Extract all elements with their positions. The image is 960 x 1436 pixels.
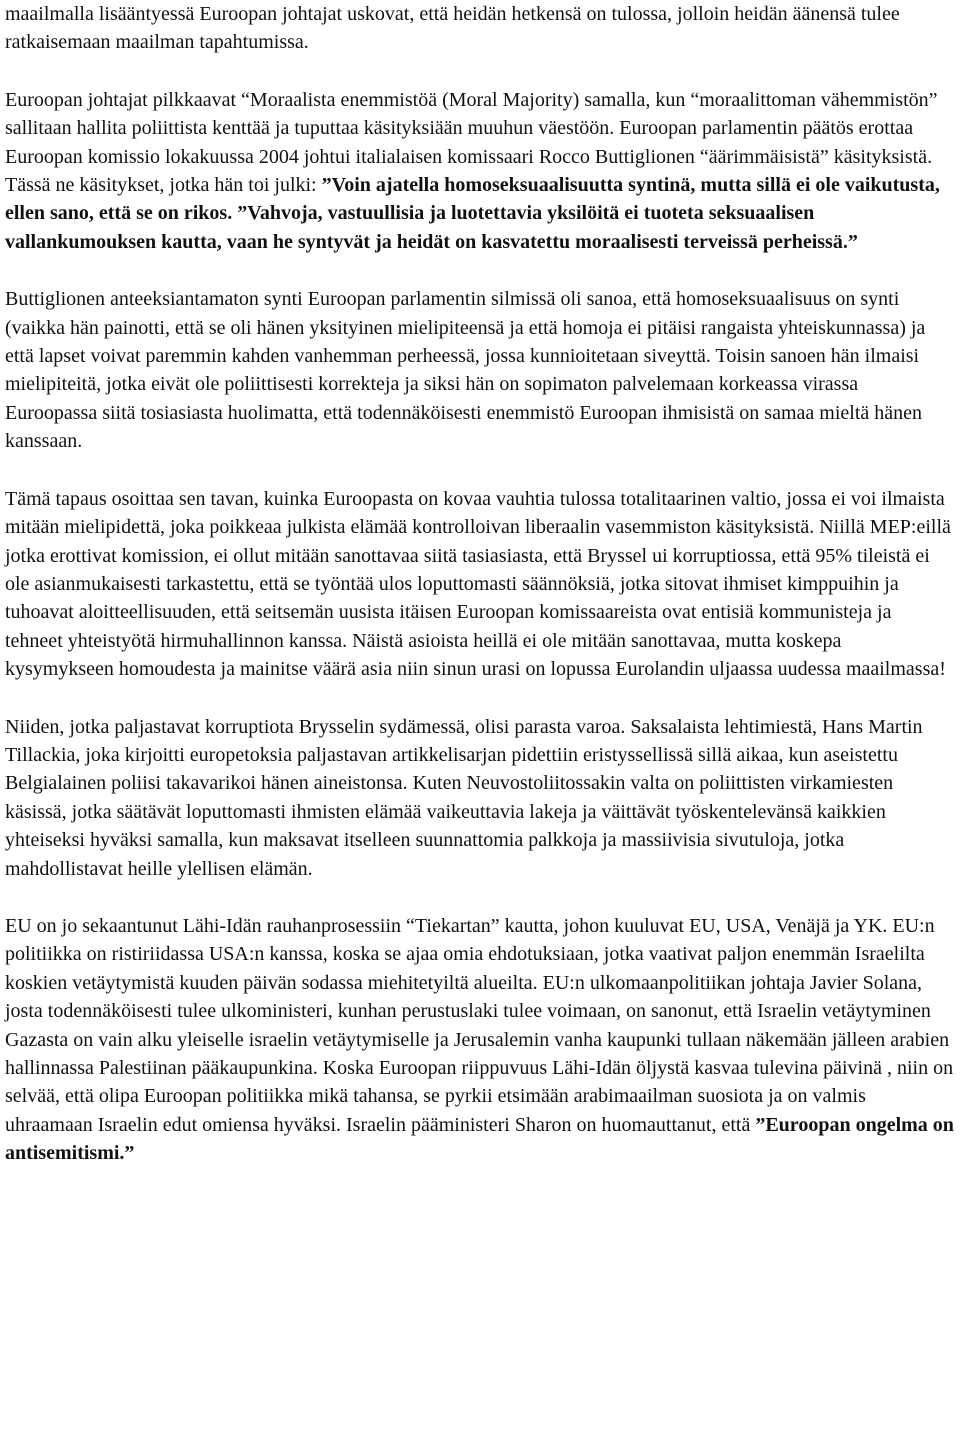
- paragraph-gap: [5, 57, 954, 86]
- paragraph-1: [5, 0, 954, 57]
- paragraph-gap: [5, 684, 954, 713]
- paragraph-3: [5, 285, 954, 455]
- paragraph-6-text: EU on jo sekaantunut Lähi-Idän rauhanprosessiin “Tiekartan” kautta, johon kuuluvat EU, USA, Venäjä ja YK. EU:n politiikka on ristiriidassa USA:n kanssa, koska se ajaa omia ehdotuksiaan, jotka vaativat paljon enemmän Israelilta koskien vetäytymistä kuuden päivän sodassa miehitetyiltä alueilta. EU:n ulkomaanpolitiikan johtaja Javier Solana, josta todennäköisesti tulee ulkoministeri, kunhan perustuslaki tulee voimaan, on sanonut, että Israelin vetäytyminen Gazasta on vain alku yleiselle israelin vetäytymiselle ja Jerusalemin vanha kaupunki tullaan näkemään jälleen arabien hallinnassa Palestiinan pääkaupunkina. Koska Euroopan riippuvuus Lähi-Idän öljystä kasvaa tulevina päivinä , niin on selvää, että olipa Euroopan politiikka mikä tahansa, se pyrkii etsimään arabimaailman suosiota ja on valmis uhraamaan Israelin edut omiensa hyväksi. Israelin pääministeri Sharon on huomauttanut, että: [5, 914, 954, 1136]
- paragraph-gap: [5, 883, 954, 912]
- paragraph-6: [5, 912, 954, 1168]
- paragraph-5-text: Niiden, jotka paljastavat korruptiota Brysselin sydämessä, olisi parasta varoa. Saksalaista lehtimiestä, Hans Martin Tillackia, joka kirjoitti europetoksia paljastavan artikkelisarjan pidettiin eristyssellissä sillä aikaa, kun aseistettu Belgialainen poliisi takavarikoi hänen aineistonsa. Kuten Neuvostoliitossakin valta on poliittisten virkamiesten käsissä, jotka säätävät loputtomasti ihmisten elämää vaikeuttavia lakeja ja väittävät työskentelevänsä kaikkien yhteiseksi hyväksi samalla, kun maksavat itselleen suunnattomia palkkoja ja massiivisia sivutuloja, jotka mahdollistavat heille ylellisen elämän.: [5, 715, 923, 880]
- paragraph-1-text: maailmalla lisääntyessä Euroopan johtajat uskovat, että heidän hetkensä on tulossa, jolloin heidän äänensä tulee ratkaisemaan maailman tapahtumissa.: [5, 3, 900, 54]
- paragraph-gap: [5, 256, 954, 285]
- paragraph-2-text: Euroopan johtajat pilkkaavat “Moraalista enemmistöä (Moral Majority) samalla, kun “moraalittoman vähemmistön” sallitaan hallita poliittista kenttää ja tuputtaa käsityksiään muuhun väestöön. Euroopan parlamentin päätös erottaa Euroopan komissio lokakuussa 2004 johtui italialaisen komissaari Rocco Buttiglionen “äärimmäisistä” käsityksistä. Tässä ne käsitykset, jotka hän toi julki:: [5, 88, 938, 197]
- paragraph-4: [5, 485, 954, 684]
- paragraph-gap: [5, 456, 954, 485]
- paragraph-3-text: Buttiglionen anteeksiantamaton synti Euroopan parlamentin silmissä oli sanoa, että homoseksuaalisuus on synti (vaikka hän painotti, että se oli hänen yksityinen mielipiteensä ja että homoja ei pitäisi rangaista yhteiskunnassa) ja että lapset voivat paremmin kahden vanhemman perheessä, jossa kunnioitetaan siveyttä. Toisin sanoen hän ilmaisi mielipiteitä, jotka eivät ole poliittisesti korrekteja ja siksi hän on sopimaton palvelemaan korkeassa virassa Euroopassa siitä tosiasiasta huolimatta, että todennäköisesti enemmistö Euroopan ihmisistä on samaa mieltä hänen kanssaan.: [5, 288, 926, 453]
- paragraph-4-text: Tämä tapaus osoittaa sen tavan, kuinka Euroopasta on kovaa vauhtia tulossa totalitaarinen valtio, jossa ei voi ilmaista mitään mielipidettä, joka poikkeaa julkista elämää kontrolloivan liberaalin vasemmiston käsityksistä. Niillä MEP:eillä jotka erottivat komission, ei ollut mitään sanottavaa siitä tasiasiasta, että Bryssel ui korruptiossa, että 95% tileistä ei ole asianmukaisesti tarkastettu, että se työntää ulos loputtomasti säännöksiä, jotka sitovat ihmiset kimppuihin ja tuhoavat aloitteellisuuden, että seitsemän uusista itäisen Euroopan komissaareista ovat entisiä kommunisteja ja tehneet yhteistyötä hirmuhallinnon kanssa. Näistä asioista heillä ei ole mitään sanottavaa, mutta koskepa kysymykseen homoudesta ja mainitse väärä asia niin sinun urasi on lopussa Eurolandin uljaassa uudessa maailmassa!: [5, 487, 951, 681]
- quote-homosexuality: ”Voin ajatella homoseksuaalisuutta syntinä, mutta sillä ei ole vaikutusta, ellen sano, että se on rikos.: [5, 174, 940, 225]
- quote-strong-individuals: ”Vahvoja, vastuullisia ja luotettavia yksilöitä ei tuoteta seksuaalisen vallankumouksen kautta, vaan he syntyvät ja heidät on kasvatettu moraalisesti terveissä perheissä.”: [5, 202, 858, 253]
- quote-antisemitism: ”Euroopan ongelma on antisemitismi.”: [5, 1113, 954, 1165]
- paragraph-5: [5, 713, 954, 883]
- paragraph-2: [5, 86, 954, 256]
